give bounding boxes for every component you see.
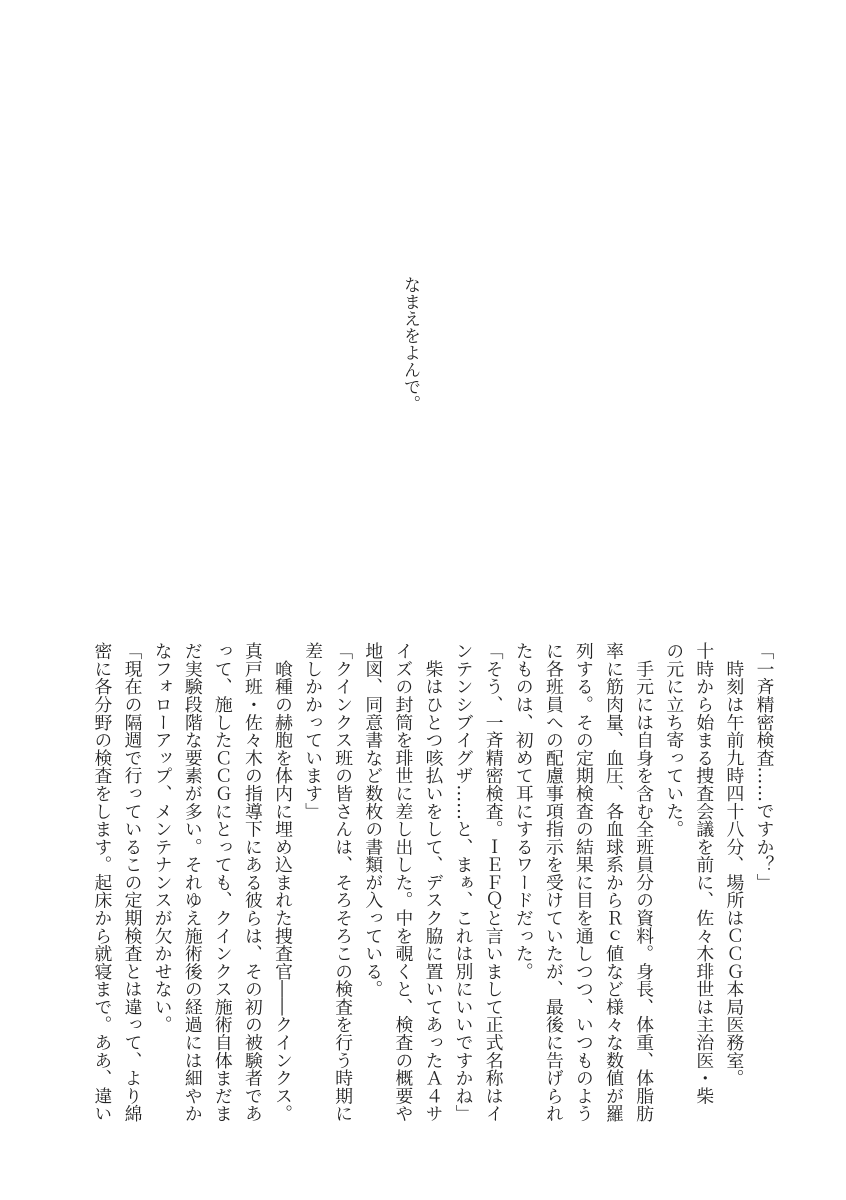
text-line: 地図、同意書など数枚の書類が入っている。	[362, 642, 384, 998]
text-line: たものは、初めて耳にするワードだった。	[513, 642, 535, 981]
text-line: の元に立ち寄っていた。	[663, 642, 685, 838]
text-line: 「現在の隔週で行っているこの定期検査とは違って、より綿	[122, 642, 144, 1123]
text-line: 時刻は午前九時四十八分、場所はＣＣＧ本局医務室。	[723, 642, 745, 1087]
text-line: 率に筋肉量、血圧、各血球系からＲｃ値など様々な数値が羅	[603, 642, 625, 1123]
text-line: 柴はひとつ咳払いをして、デスク脇に置いてあったＡ４サ	[422, 642, 444, 1123]
body-text	[86, 642, 779, 1162]
text-line: イズの封筒を琲世に差し出した。中を覗くと、検査の概要や	[392, 642, 414, 1123]
text-line: に各班員への配慮事項指示を受けていたが、最後に告げられ	[543, 642, 565, 1123]
text-line: なフォローアップ、メンテナンスが欠かせない。	[152, 642, 174, 1034]
text-line: 「クインクス班の皆さんは、そろそろこの検査を行う時期に	[332, 642, 354, 1123]
text-line: 列する。その定期検査の結果に目を通しつつ、いつものよう	[573, 642, 595, 1123]
text-line: 「そう、一斉精密検査。ＩＥＦＱと言いまして正式名称はイ	[483, 642, 505, 1123]
text-line: 手元には自身を含む全班員分の資料。身長、体重、体脂肪	[633, 642, 655, 1123]
text-line: 「一斉精密検査……ですか？」	[754, 642, 775, 892]
text-line: 喰種の赫胞を体内に埋め込まれた捜査官――クインクス。	[272, 642, 294, 1123]
text-line: って、施したＣＣＧにとっても、クインクス施術自体まだま	[212, 642, 234, 1123]
text-line: 密に各分野の検査をします。起床から就寝まで。ああ、違い	[91, 642, 113, 1123]
chapter-title: なまえをよんで。	[400, 276, 420, 412]
text-line: 十時から始まる捜査会議を前に、佐々木琲世は主治医・柴	[693, 642, 715, 1105]
text-line: だ実験段階な要素が多い。それゆえ施術後の経過には細やか	[182, 642, 204, 1123]
text-line: 差しかかっています」	[302, 642, 324, 820]
text-line: ンテンシブイグザ……と、まぁ、これは別にいいですかね」	[453, 642, 475, 1123]
text-line: 真戸班・佐々木の指導下にある彼らは、その初の被験者であ	[242, 642, 264, 1123]
